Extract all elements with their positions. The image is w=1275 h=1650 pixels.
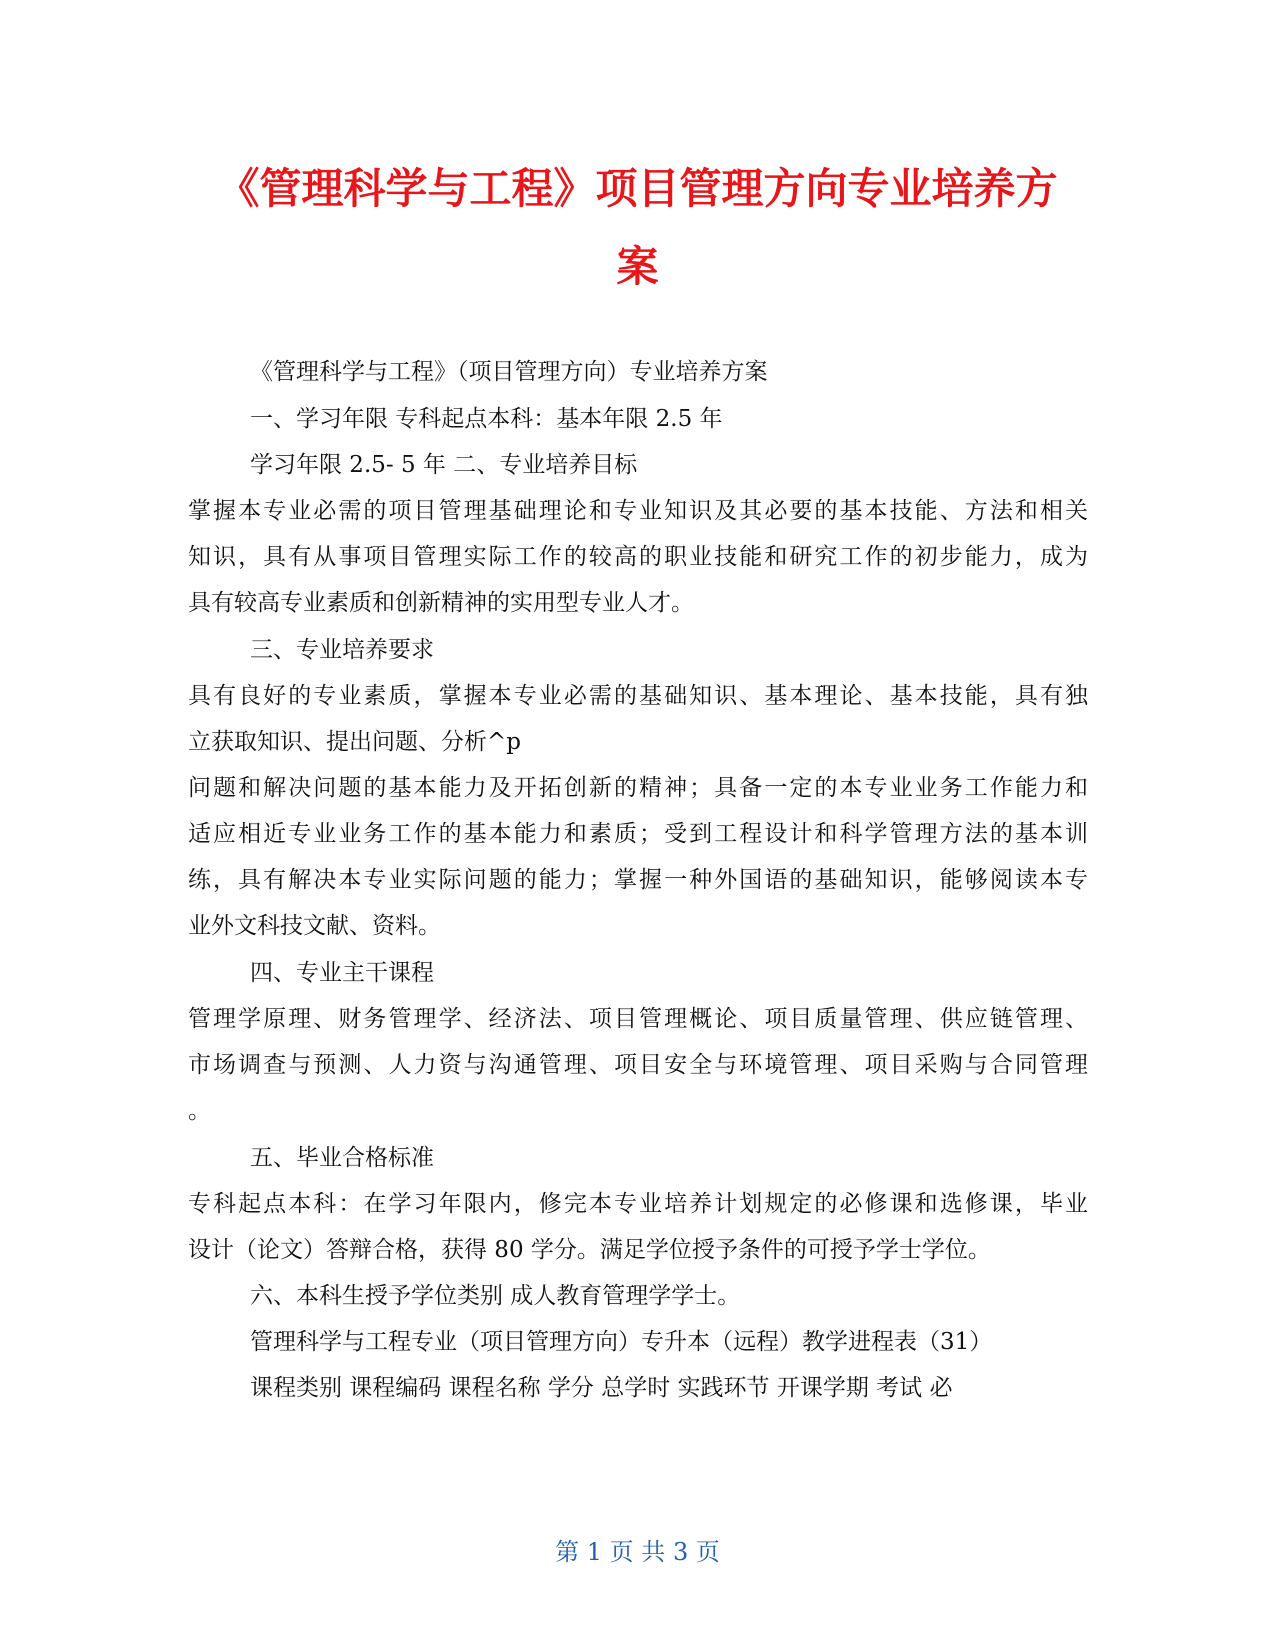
paragraph-line: 问题和解决问题的基本能力及开拓创新的精神；具备一定的本专业业务工作能力和 xyxy=(188,775,1088,801)
paragraph-line: 。 xyxy=(188,1098,211,1124)
paragraph-line: 市场调查与预测、人力资与沟通管理、项目安全与环境管理、项目采购与合同管理 xyxy=(188,1052,1088,1078)
paragraph-line: 立获取知识、提出问题、分析^p xyxy=(188,729,521,755)
paragraph-line: 业外文科技文献、资料。 xyxy=(188,913,441,939)
paragraph-line: 练，具有解决本专业实际问题的能力；掌握一种外国语的基础知识，能够阅读本专 xyxy=(188,867,1088,893)
paragraph-line: 知识，具有从事项目管理实际工作的较高的职业技能和研究工作的初步能力，成为 xyxy=(188,544,1088,570)
section-1-study-years: 一、学习年限 专科起点本科：基本年限 2.5 年 xyxy=(250,406,723,432)
section-4-heading: 四、专业主干课程 xyxy=(250,960,434,986)
document-title-line-2: 案 xyxy=(616,242,659,291)
schedule-table-caption: 管理科学与工程专业（项目管理方向）专升本（远程）教学进程表（31） xyxy=(250,1329,993,1355)
section-3-heading: 三、专业培养要求 xyxy=(250,637,434,663)
paragraph-line: 管理学原理、财务管理学、经济法、项目管理概论、项目质量管理、供应链管理、 xyxy=(188,1006,1088,1032)
page-number-footer: 第 1 页 共 3 页 xyxy=(555,1538,720,1566)
paragraph-line: 具有良好的专业素质，掌握本专业必需的基础知识、基本理论、基本技能，具有独 xyxy=(188,683,1088,709)
schedule-table-header: 课程类别 课程编码 课程名称 学分 总学时 实践环节 开课学期 考试 必 xyxy=(250,1375,953,1401)
paragraph-line: 专科起点本科：在学习年限内，修完本专业培养计划规定的必修课和选修课，毕业 xyxy=(188,1191,1088,1217)
document-title-line-1: 《管理科学与工程》项目管理方向专业培养方 xyxy=(217,164,1058,213)
paragraph-line: 适应相近专业业务工作的基本能力和素质；受到工程设计和科学管理方法的基本训 xyxy=(188,821,1088,847)
paragraph-line: 设计（论文）答辩合格，获得 80 学分。满足学位授予条件的可授予学士学位。 xyxy=(188,1237,991,1263)
paragraph-line: 具有较高专业素质和创新精神的实用型专业人才。 xyxy=(188,590,694,616)
section-2-heading: 学习年限 2.5- 5 年 二、专业培养目标 xyxy=(250,452,638,478)
section-5-heading: 五、毕业合格标准 xyxy=(250,1145,434,1171)
plan-heading: 《管理科学与工程》（项目管理方向）专业培养方案 xyxy=(250,359,768,385)
paragraph-line: 掌握本专业必需的项目管理基础理论和专业知识及其必要的基本技能、方法和相关 xyxy=(188,498,1088,524)
section-6-degree: 六、本科生授予学位类别 成人教育管理学学士。 xyxy=(250,1283,741,1309)
